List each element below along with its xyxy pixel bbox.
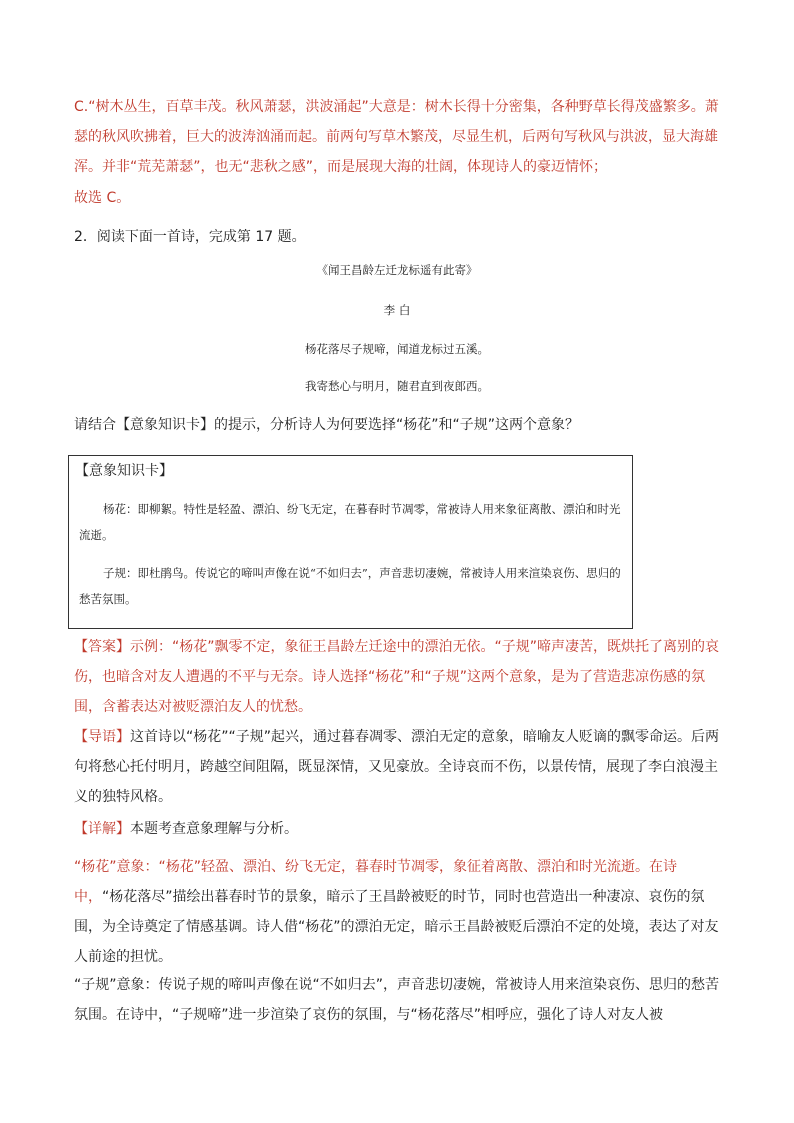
analysis-yanghua bbox=[74, 852, 724, 972]
detail-block bbox=[74, 814, 724, 844]
poem-title: 《闻王昌龄左迁龙标遥有此寄》 bbox=[316, 263, 478, 277]
analysis-zigui: “子规”意象：传说子规的啼叫声像在说“不如归去”，声音悲切凄婉，常被诗人用来渲染哀伤、思归的愁苦氛围。在诗中，“子规啼”进一步渲染了哀伤的氛围，与“杨花落尽”相呼应，强化了诗人对友人被 bbox=[74, 977, 720, 1023]
question-prompt: 请结合【意象知识卡】的提示，分析诗人为何要选择“杨花”和“子规”这两个意象？ bbox=[74, 417, 580, 433]
choose-answer-line: 故选 C。 bbox=[74, 190, 131, 206]
detail-tag: 【详解】 bbox=[74, 821, 130, 837]
poem-line-1: 杨花落尽子规啼，闻道龙标过五溪。 bbox=[305, 342, 489, 356]
image-knowledge-card bbox=[68, 455, 633, 629]
question-2-heading: 2．阅读下面一首诗，完成第 17 题。 bbox=[74, 229, 306, 245]
card-item-yanghua: 杨花：即柳絮。特性是轻盈、漂泊、纷飞无定，在暮春时节凋零，常被诗人用来象征离散、漂泊和时光流逝。 bbox=[79, 502, 621, 542]
answer-block bbox=[74, 632, 724, 722]
analysis-yanghua-lead: “杨花”意象：“杨花”轻盈、漂泊、纷飞无定，暮春时节凋零，象征着离散、漂泊和时光流逝。在诗中， bbox=[74, 859, 678, 905]
card-item-zigui: 子规：即杜鹃鸟。传说它的啼叫声像在说“不如归去”，声音悲切凄婉，常被诗人用来渲染哀伤、思归的愁苦氛围。 bbox=[79, 566, 621, 606]
answer-tag: 【答案】 bbox=[74, 639, 130, 655]
card-title: 【意象知识卡】 bbox=[75, 463, 173, 479]
guide-tag: 【导语】 bbox=[74, 729, 130, 745]
option-c-explanation: C.“树木丛生，百草丰茂。秋风萧瑟，洪波涌起”大意是：树木长得十分密集，各种野草长得茂盛繁多。萧瑟的秋风吹拂着，巨大的波涛汹涌而起。前两句写草木繁茂，尽显生机，后两句写秋风与洪波，显大海雄浑。并非“荒芜萧瑟”，也无“悲秋之感”，而是展现大海的壮阔，体现诗人的豪迈情怀； bbox=[74, 99, 719, 175]
guide-block bbox=[74, 722, 724, 812]
detail-text: 本题考查意象理解与分析。 bbox=[130, 821, 298, 837]
analysis-yanghua-rest: “杨花落尽”描绘出暮春时节的景象，暗示了王昌龄被贬的时节，同时也营造出一种凄凉、哀伤的氛围，为全诗奠定了情感基调。诗人借“杨花”的漂泊无定，暗示王昌龄被贬后漂泊不定的处境，表达了对友人前途的担忧。 bbox=[74, 889, 719, 965]
poem-author: 李 白 bbox=[383, 303, 411, 317]
guide-text: 这首诗以“杨花”“子规”起兴，通过暮春凋零、漂泊无定的意象，暗喻友人贬谪的飘零命运。后两句将愁心托付明月，跨越空间阻隔，既显深情，又见豪放。全诗哀而不伤，以景传情，展现了李白浪漫主义的独特风格。 bbox=[74, 729, 720, 805]
poem-line-2: 我寄愁心与明月，随君直到夜郎西。 bbox=[305, 379, 489, 393]
answer-text: 示例：“杨花”飘零不定，象征王昌龄左迁途中的漂泊无依。“子规”啼声凄苦，既烘托了离别的哀伤，也暗含对友人遭遇的不平与无奈。诗人选择“杨花”和“子规”这两个意象，是为了营造悲凉伤感的氛围，含蓄表达对被贬漂泊友人的忧愁。 bbox=[74, 639, 720, 715]
